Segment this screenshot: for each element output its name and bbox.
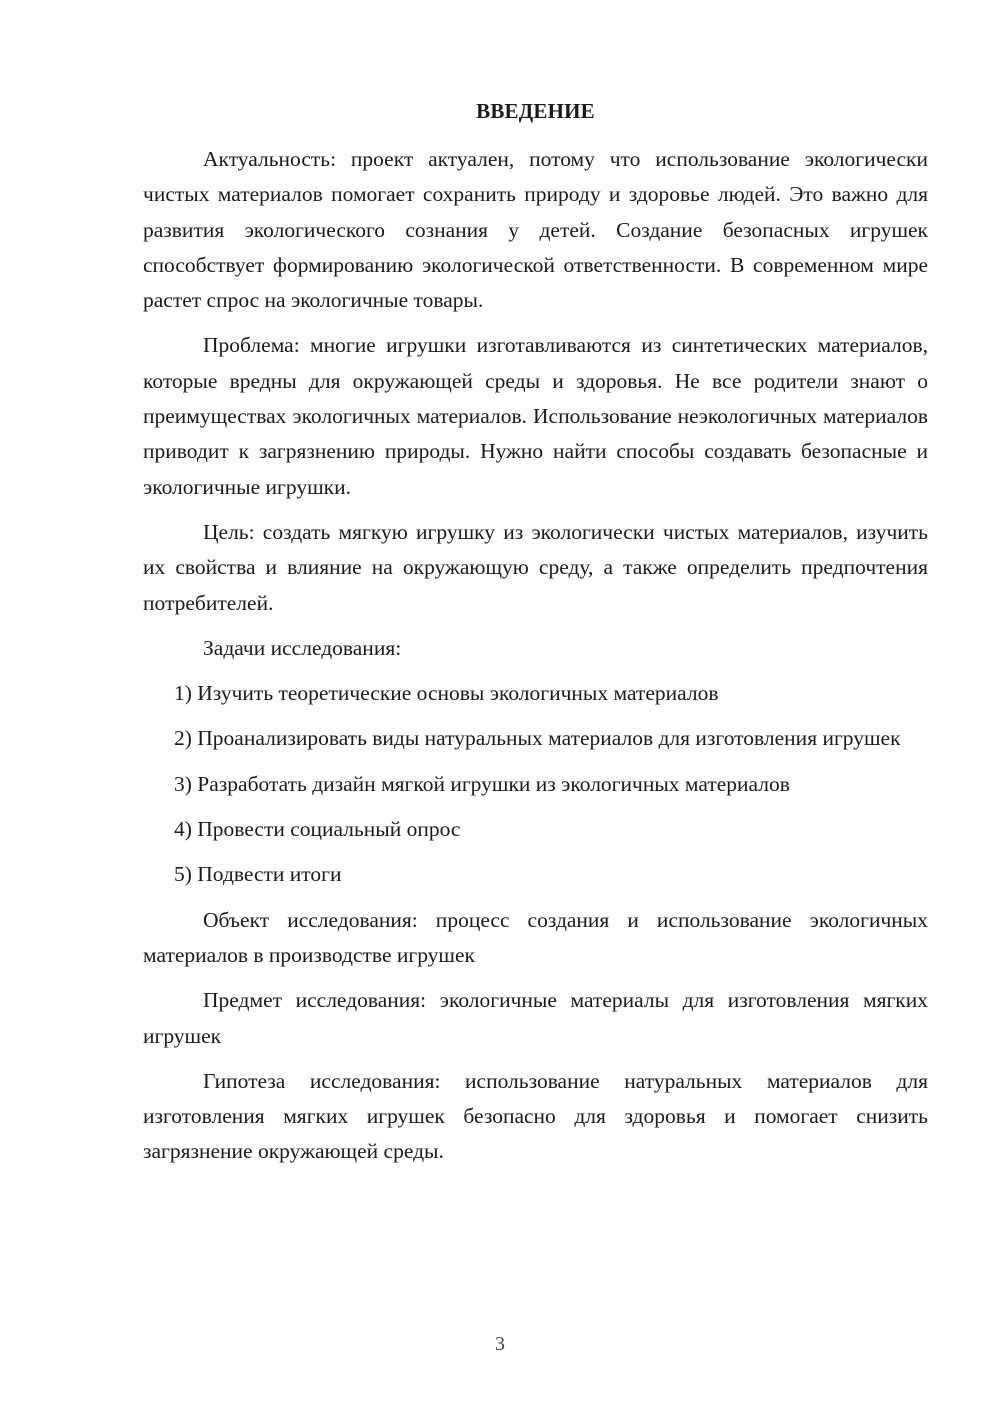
page-number: 3 xyxy=(495,1333,505,1355)
paragraph-subject: Предмет исследования: экологичные материалы для изготовления мягких игрушек xyxy=(143,988,928,1048)
page-title: ВВЕДЕНИЕ xyxy=(476,99,595,123)
paragraph-object: Объект исследования: процесс создания и использование экологичных материалов в производстве игрушек xyxy=(143,907,928,967)
paragraph-tasks-heading: Задачи исследования: xyxy=(203,635,402,660)
paragraph-relevance: Актуальность: проект актуален, потому что использование экологически чистых материалов помогает сохранить природу и здоровье людей. Это важно для развития экологического сознания у детей. Создание безопасных игрушек способствует формированию экологической ответственности. В современном мире растет спрос на экологичные товары. xyxy=(143,147,928,313)
document-page xyxy=(143,94,928,1180)
paragraph-problem: Проблема: многие игрушки изготавливаются из синтетических материалов, которые вредны для окружающей среды и здоровья. Не все родители знают о преимуществах экологичных материалов. Использование неэкологичных материалов приводит к загрязнению природы. Нужно найти способы создавать безопасные и экологичные игрушки. xyxy=(143,333,928,499)
list-item-task-4: 4) Провести социальный опрос xyxy=(174,817,461,842)
list-item-task-2: 2) Проанализировать виды натуральных материалов для изготовления игрушек xyxy=(174,726,901,751)
list-item-task-3: 3) Разработать дизайн мягкой игрушки из экологичных материалов xyxy=(174,771,790,796)
list-item-task-5: 5) Подвести итоги xyxy=(174,862,342,887)
paragraph-hypothesis: Гипотеза исследования: использование натуральных материалов для изготовления мягких игрушек безопасно для здоровья и помогает снизить загрязнение окружающей среды. xyxy=(143,1068,928,1164)
list-item-task-1: 1) Изучить теоретические основы экологичных материалов xyxy=(174,681,719,706)
paragraph-goal: Цель: создать мягкую игрушку из экологически чистых материалов, изучить их свойства и влияние на окружающую среду, а также определить предпочтения потребителей. xyxy=(143,519,928,615)
